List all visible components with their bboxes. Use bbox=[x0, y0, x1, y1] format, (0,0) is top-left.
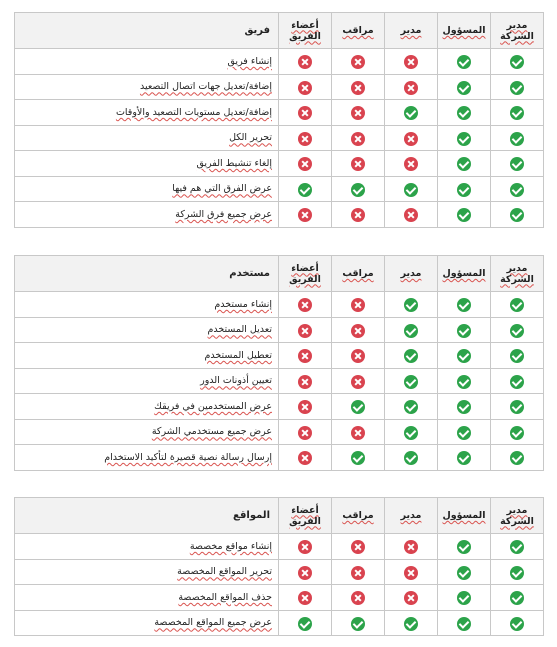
permission-cell-manager bbox=[385, 292, 438, 318]
table-row bbox=[15, 292, 544, 318]
permission-cell-observer bbox=[332, 151, 385, 177]
role-header-label: المسؤول bbox=[442, 268, 486, 279]
x-circle-icon bbox=[404, 591, 418, 605]
permission-label: عرض جميع المواقع المخصصة bbox=[15, 610, 279, 636]
check-circle-icon bbox=[510, 566, 524, 580]
role-header-company-manager bbox=[491, 498, 544, 534]
permission-cell-observer bbox=[332, 317, 385, 343]
permission-cell-admin bbox=[438, 317, 491, 343]
table-row bbox=[15, 610, 544, 636]
role-header-company-manager bbox=[491, 256, 544, 292]
permission-cell-team-members bbox=[279, 74, 332, 100]
permission-cell-team-members bbox=[279, 49, 332, 75]
permission-cell-admin bbox=[438, 585, 491, 611]
permission-cell-admin bbox=[438, 202, 491, 228]
table-row bbox=[15, 176, 544, 202]
permission-cell-team-members bbox=[279, 445, 332, 471]
table-row bbox=[15, 202, 544, 228]
permission-cell-team-members bbox=[279, 100, 332, 126]
permission-cell-team-members bbox=[279, 292, 332, 318]
permission-cell-team-members bbox=[279, 368, 332, 394]
permission-label: عرض جميع فرق الشركة bbox=[15, 202, 279, 228]
permission-cell-observer bbox=[332, 559, 385, 585]
header-row bbox=[15, 13, 544, 49]
check-circle-icon bbox=[404, 400, 418, 414]
role-header-admin bbox=[438, 256, 491, 292]
permission-cell-company-manager bbox=[491, 100, 544, 126]
permission-label: عرض الفرق التي هم فيها bbox=[15, 176, 279, 202]
check-circle-icon bbox=[457, 106, 471, 120]
permission-cell-company-manager bbox=[491, 202, 544, 228]
x-circle-icon bbox=[351, 81, 365, 95]
check-circle-icon bbox=[457, 591, 471, 605]
permission-cell-observer bbox=[332, 368, 385, 394]
check-circle-icon bbox=[298, 617, 312, 631]
permission-cell-manager bbox=[385, 317, 438, 343]
x-circle-icon bbox=[298, 55, 312, 69]
check-circle-icon bbox=[510, 400, 524, 414]
permission-cell-company-manager bbox=[491, 343, 544, 369]
check-circle-icon bbox=[510, 132, 524, 146]
permission-cell-team-members bbox=[279, 394, 332, 420]
permission-cell-observer bbox=[332, 534, 385, 560]
permission-label: إضافة/تعديل جهات اتصال التصعيد bbox=[15, 74, 279, 100]
permissions-table-2 bbox=[14, 255, 544, 471]
header-row bbox=[15, 498, 544, 534]
check-circle-icon bbox=[404, 349, 418, 363]
role-header-label: مدير الشركة bbox=[500, 262, 534, 285]
role-header-label: مراقب bbox=[342, 510, 374, 521]
permission-cell-admin bbox=[438, 419, 491, 445]
permission-label: إنشاء مواقع مخصصة bbox=[15, 534, 279, 560]
permission-label: عرض جميع مستخدمي الشركة bbox=[15, 419, 279, 445]
check-circle-icon bbox=[298, 183, 312, 197]
table-row bbox=[15, 534, 544, 560]
check-circle-icon bbox=[404, 106, 418, 120]
table-row bbox=[15, 559, 544, 585]
role-header-label: مدير الشركة bbox=[500, 19, 534, 42]
x-circle-icon bbox=[404, 540, 418, 554]
permission-label: إضافة/تعديل مستويات التصعيد والأوقات bbox=[15, 100, 279, 126]
table-row bbox=[15, 394, 544, 420]
permission-label: إنشاء فريق bbox=[15, 49, 279, 75]
table-row bbox=[15, 125, 544, 151]
permission-cell-company-manager bbox=[491, 317, 544, 343]
permission-cell-team-members bbox=[279, 610, 332, 636]
check-circle-icon bbox=[457, 183, 471, 197]
role-header-label: المسؤول bbox=[442, 510, 486, 521]
check-circle-icon bbox=[457, 132, 471, 146]
permissions-table-1 bbox=[14, 12, 544, 228]
check-circle-icon bbox=[457, 157, 471, 171]
permission-cell-observer bbox=[332, 74, 385, 100]
permission-cell-company-manager bbox=[491, 419, 544, 445]
x-circle-icon bbox=[298, 426, 312, 440]
role-header-team-members bbox=[279, 256, 332, 292]
permission-cell-observer bbox=[332, 100, 385, 126]
permission-cell-observer bbox=[332, 394, 385, 420]
x-circle-icon bbox=[298, 298, 312, 312]
x-circle-icon bbox=[298, 566, 312, 580]
check-circle-icon bbox=[510, 451, 524, 465]
check-circle-icon bbox=[510, 375, 524, 389]
permission-label: تعطيل المستخدم bbox=[15, 343, 279, 369]
table-row bbox=[15, 74, 544, 100]
check-circle-icon bbox=[510, 324, 524, 338]
permission-cell-company-manager bbox=[491, 176, 544, 202]
check-circle-icon bbox=[510, 540, 524, 554]
check-circle-icon bbox=[351, 183, 365, 197]
permission-cell-admin bbox=[438, 343, 491, 369]
permission-cell-team-members bbox=[279, 534, 332, 560]
check-circle-icon bbox=[404, 375, 418, 389]
check-circle-icon bbox=[457, 349, 471, 363]
table-row bbox=[15, 368, 544, 394]
check-circle-icon bbox=[351, 400, 365, 414]
permission-cell-admin bbox=[438, 445, 491, 471]
x-circle-icon bbox=[298, 400, 312, 414]
role-header-label: مراقب bbox=[342, 268, 374, 279]
permission-cell-admin bbox=[438, 394, 491, 420]
x-circle-icon bbox=[298, 591, 312, 605]
x-circle-icon bbox=[351, 426, 365, 440]
check-circle-icon bbox=[510, 298, 524, 312]
x-circle-icon bbox=[298, 106, 312, 120]
x-circle-icon bbox=[404, 566, 418, 580]
x-circle-icon bbox=[351, 349, 365, 363]
role-header-manager bbox=[385, 498, 438, 534]
permission-cell-observer bbox=[332, 585, 385, 611]
check-circle-icon bbox=[510, 157, 524, 171]
permission-cell-observer bbox=[332, 202, 385, 228]
x-circle-icon bbox=[298, 375, 312, 389]
check-circle-icon bbox=[351, 617, 365, 631]
table-row bbox=[15, 100, 544, 126]
permission-cell-manager bbox=[385, 534, 438, 560]
permission-cell-manager bbox=[385, 419, 438, 445]
permission-cell-admin bbox=[438, 74, 491, 100]
check-circle-icon bbox=[510, 591, 524, 605]
permission-cell-company-manager bbox=[491, 125, 544, 151]
permission-cell-manager bbox=[385, 394, 438, 420]
permission-cell-manager bbox=[385, 151, 438, 177]
x-circle-icon bbox=[351, 566, 365, 580]
role-header-label: أعضاء الفريق bbox=[289, 19, 321, 42]
permission-cell-company-manager bbox=[491, 610, 544, 636]
permission-cell-manager bbox=[385, 445, 438, 471]
check-circle-icon bbox=[457, 55, 471, 69]
permission-cell-admin bbox=[438, 610, 491, 636]
permission-label: إنشاء مستخدم bbox=[15, 292, 279, 318]
permission-cell-company-manager bbox=[491, 292, 544, 318]
role-header-label: مدير bbox=[400, 268, 422, 279]
permission-label: تحرير المواقع المخصصة bbox=[15, 559, 279, 585]
check-circle-icon bbox=[457, 208, 471, 222]
check-circle-icon bbox=[404, 183, 418, 197]
permission-cell-manager bbox=[385, 585, 438, 611]
x-circle-icon bbox=[351, 298, 365, 312]
permission-label: إلغاء تنشيط الفريق bbox=[15, 151, 279, 177]
permission-cell-company-manager bbox=[491, 394, 544, 420]
x-circle-icon bbox=[298, 81, 312, 95]
check-circle-icon bbox=[457, 451, 471, 465]
permission-label: تعديل المستخدم bbox=[15, 317, 279, 343]
permission-cell-team-members bbox=[279, 202, 332, 228]
permission-cell-admin bbox=[438, 176, 491, 202]
role-header-label: المسؤول bbox=[442, 25, 486, 36]
table-row bbox=[15, 445, 544, 471]
permission-cell-manager bbox=[385, 125, 438, 151]
x-circle-icon bbox=[404, 157, 418, 171]
role-header-observer bbox=[332, 256, 385, 292]
check-circle-icon bbox=[457, 375, 471, 389]
x-circle-icon bbox=[298, 157, 312, 171]
permission-cell-admin bbox=[438, 125, 491, 151]
permission-cell-manager bbox=[385, 74, 438, 100]
x-circle-icon bbox=[404, 81, 418, 95]
x-circle-icon bbox=[351, 540, 365, 554]
permission-cell-observer bbox=[332, 343, 385, 369]
permission-cell-company-manager bbox=[491, 534, 544, 560]
role-header-admin bbox=[438, 13, 491, 49]
role-header-team-members bbox=[279, 13, 332, 49]
permission-cell-team-members bbox=[279, 419, 332, 445]
permission-cell-company-manager bbox=[491, 49, 544, 75]
x-circle-icon bbox=[404, 55, 418, 69]
check-circle-icon bbox=[510, 426, 524, 440]
x-circle-icon bbox=[404, 132, 418, 146]
check-circle-icon bbox=[457, 426, 471, 440]
table-row bbox=[15, 317, 544, 343]
x-circle-icon bbox=[298, 451, 312, 465]
check-circle-icon bbox=[404, 617, 418, 631]
permission-cell-team-members bbox=[279, 176, 332, 202]
check-circle-icon bbox=[510, 349, 524, 363]
check-circle-icon bbox=[510, 106, 524, 120]
check-circle-icon bbox=[457, 540, 471, 554]
x-circle-icon bbox=[298, 132, 312, 146]
table-row bbox=[15, 585, 544, 611]
check-circle-icon bbox=[457, 324, 471, 338]
check-circle-icon bbox=[404, 451, 418, 465]
role-header-label: مراقب bbox=[342, 25, 374, 36]
check-circle-icon bbox=[510, 55, 524, 69]
check-circle-icon bbox=[457, 566, 471, 580]
permission-label: عرض المستخدمين في فريقك bbox=[15, 394, 279, 420]
role-header-manager bbox=[385, 256, 438, 292]
check-circle-icon bbox=[404, 426, 418, 440]
x-circle-icon bbox=[298, 349, 312, 363]
permission-cell-admin bbox=[438, 151, 491, 177]
permission-cell-company-manager bbox=[491, 559, 544, 585]
permission-cell-team-members bbox=[279, 585, 332, 611]
permission-cell-manager bbox=[385, 559, 438, 585]
table-row bbox=[15, 419, 544, 445]
permission-cell-admin bbox=[438, 49, 491, 75]
role-header-label: مدير bbox=[400, 510, 422, 521]
section-title: مستخدم bbox=[15, 256, 279, 292]
x-circle-icon bbox=[351, 208, 365, 222]
check-circle-icon bbox=[510, 208, 524, 222]
role-header-label: مدير bbox=[400, 25, 422, 36]
permission-cell-team-members bbox=[279, 151, 332, 177]
permission-cell-company-manager bbox=[491, 445, 544, 471]
check-circle-icon bbox=[351, 451, 365, 465]
header-row bbox=[15, 256, 544, 292]
role-header-observer bbox=[332, 498, 385, 534]
check-circle-icon bbox=[510, 183, 524, 197]
check-circle-icon bbox=[510, 617, 524, 631]
check-circle-icon bbox=[457, 298, 471, 312]
permission-cell-admin bbox=[438, 100, 491, 126]
table-row bbox=[15, 49, 544, 75]
permission-label: حذف المواقع المخصصة bbox=[15, 585, 279, 611]
permission-cell-observer bbox=[332, 419, 385, 445]
section-title: المواقع bbox=[15, 498, 279, 534]
x-circle-icon bbox=[298, 208, 312, 222]
permission-cell-manager bbox=[385, 202, 438, 228]
permissions-table-3 bbox=[14, 497, 544, 636]
check-circle-icon bbox=[510, 81, 524, 95]
x-circle-icon bbox=[404, 208, 418, 222]
permission-label: تحرير الكل bbox=[15, 125, 279, 151]
permission-cell-observer bbox=[332, 49, 385, 75]
check-circle-icon bbox=[457, 81, 471, 95]
x-circle-icon bbox=[351, 132, 365, 146]
permission-cell-manager bbox=[385, 49, 438, 75]
permission-cell-admin bbox=[438, 368, 491, 394]
permission-cell-admin bbox=[438, 292, 491, 318]
permission-cell-company-manager bbox=[491, 368, 544, 394]
section-title: فريق bbox=[15, 13, 279, 49]
role-header-manager bbox=[385, 13, 438, 49]
permission-label: إرسال رسالة نصية قصيرة لتأكيد الاستخدام bbox=[15, 445, 279, 471]
x-circle-icon bbox=[351, 324, 365, 338]
check-circle-icon bbox=[404, 298, 418, 312]
check-circle-icon bbox=[457, 400, 471, 414]
permission-cell-observer bbox=[332, 610, 385, 636]
role-header-observer bbox=[332, 13, 385, 49]
permission-cell-team-members bbox=[279, 125, 332, 151]
permission-cell-team-members bbox=[279, 559, 332, 585]
permission-cell-observer bbox=[332, 445, 385, 471]
permission-cell-observer bbox=[332, 292, 385, 318]
role-header-admin bbox=[438, 498, 491, 534]
x-circle-icon bbox=[298, 324, 312, 338]
x-circle-icon bbox=[351, 591, 365, 605]
permission-cell-admin bbox=[438, 559, 491, 585]
check-circle-icon bbox=[404, 324, 418, 338]
permission-cell-company-manager bbox=[491, 74, 544, 100]
x-circle-icon bbox=[351, 55, 365, 69]
table-row bbox=[15, 343, 544, 369]
permission-cell-manager bbox=[385, 343, 438, 369]
role-header-label: أعضاء الفريق bbox=[289, 504, 321, 527]
role-header-team-members bbox=[279, 498, 332, 534]
permission-cell-company-manager bbox=[491, 151, 544, 177]
permission-cell-team-members bbox=[279, 343, 332, 369]
check-circle-icon bbox=[457, 617, 471, 631]
permission-cell-manager bbox=[385, 100, 438, 126]
table-row bbox=[15, 151, 544, 177]
permission-label: تعيين أذونات الدور bbox=[15, 368, 279, 394]
role-header-label: أعضاء الفريق bbox=[289, 262, 321, 285]
permission-cell-manager bbox=[385, 176, 438, 202]
x-circle-icon bbox=[351, 375, 365, 389]
role-header-company-manager bbox=[491, 13, 544, 49]
role-header-label: مدير الشركة bbox=[500, 504, 534, 527]
permission-cell-observer bbox=[332, 176, 385, 202]
permission-cell-manager bbox=[385, 610, 438, 636]
permission-cell-manager bbox=[385, 368, 438, 394]
x-circle-icon bbox=[351, 157, 365, 171]
x-circle-icon bbox=[351, 106, 365, 120]
permission-cell-company-manager bbox=[491, 585, 544, 611]
permission-cell-team-members bbox=[279, 317, 332, 343]
permission-cell-observer bbox=[332, 125, 385, 151]
permission-cell-admin bbox=[438, 534, 491, 560]
x-circle-icon bbox=[298, 540, 312, 554]
